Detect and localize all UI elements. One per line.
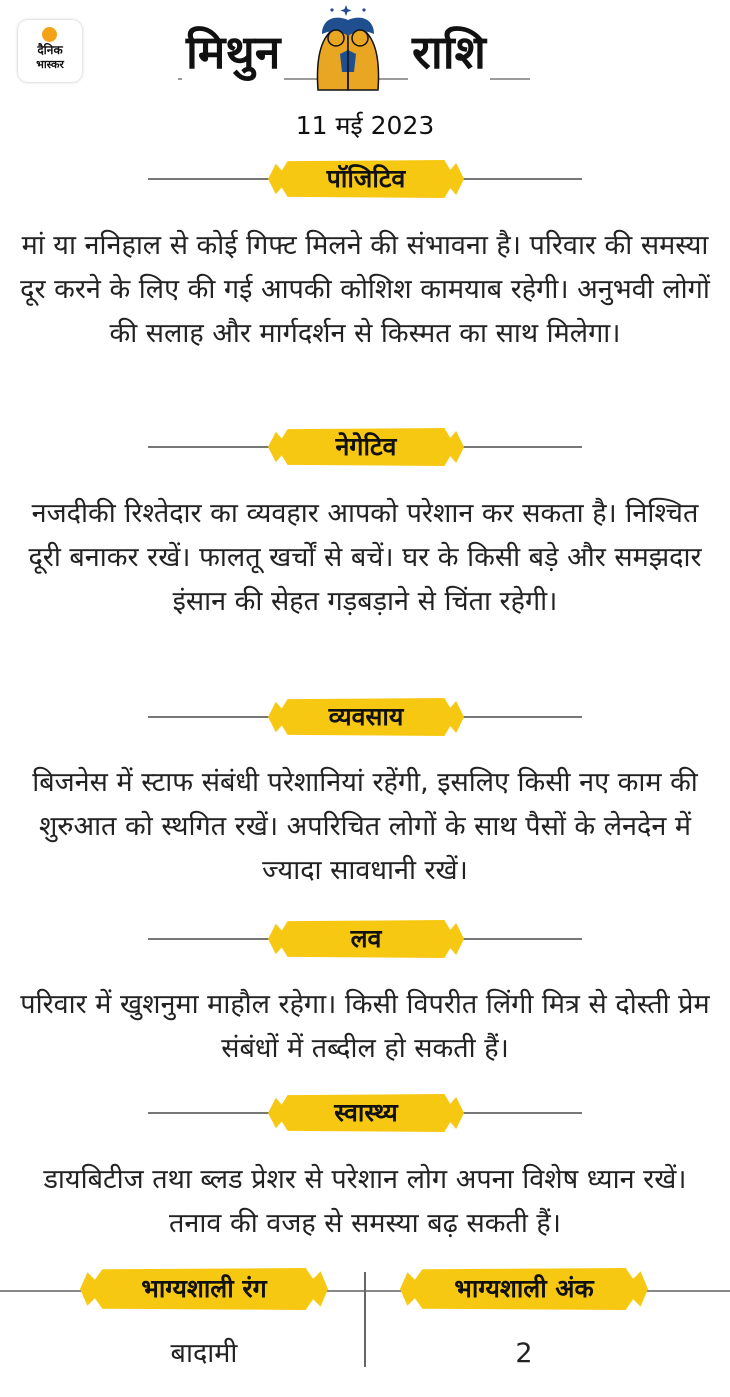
section-label: लव	[350, 924, 382, 953]
section-label: स्वास्थ्य	[334, 1098, 398, 1127]
brand-logo[interactable]	[18, 20, 82, 82]
page-title-sign: मिथुन	[182, 22, 284, 82]
section-text-health: डायबिटीज तथा ब्लड प्रेशर से परेशान लोग अपना विशेष ध्यान रखें। तनाव की वजह से समस्या बढ़ सकती हैं।	[43, 1164, 687, 1239]
section-header-health	[0, 1091, 730, 1135]
section-header-love	[0, 917, 730, 961]
lucky-number-label: भाग्यशाली अंक	[454, 1274, 594, 1303]
section-header-business	[0, 695, 730, 739]
section-text-negative: नजदीकी रिश्तेदार का व्यवहार आपको परेशान कर सकता है। निश्चित दूरी बनाकर रखें। फालतू खर्चों से बचें। घर के किसी बड़े और समझदार इंसान की सेहत गड़बड़ाने से चिंता रहेगी।	[28, 498, 702, 617]
horoscope-date: 11 मई 2023	[295, 111, 435, 140]
section-text-positive: मां या ननिहाल से कोई गिफ्ट मिलने की संभावना है। परिवार की समस्या दूर करने के लिए की गई आपकी कोशिश कामयाब रहेगी। अनुभवी लोगों की सलाह और मार्गदर्शन से किस्मत का साथ मिलेगा।	[20, 230, 710, 349]
section-label: व्यवसाय	[328, 702, 404, 731]
section-text-business: बिजनेस में स्टाफ संबंधी परेशानियां रहेंगी, इसलिए किसी नए काम की शुरुआत को स्थगित रखें। अपरिचित लोगों के साथ पैसों के लेनदेन में ज्यादा सावधानी रखें।	[32, 767, 698, 886]
logo-sun-icon	[42, 27, 57, 42]
logo-line-1: दैनिक	[37, 43, 63, 57]
section-header-positive	[0, 157, 730, 201]
section-header-negative	[0, 425, 730, 469]
lucky-column-divider	[364, 1272, 366, 1367]
section-label: पॉजिटिव	[326, 164, 406, 193]
page-title-rashi: राशि	[408, 22, 490, 82]
lucky-color-label: भाग्यशाली रंग	[141, 1274, 267, 1303]
lucky-color-value: बादामी	[170, 1338, 238, 1369]
section-label: नेगेटिव	[335, 432, 397, 461]
section-text-love: परिवार में खुशनुमा माहौल रहेगा। किसी विपरीत लिंगी मित्र से दोस्ती प्रेम संबंधों में तब्दील हो सकती हैं।	[20, 989, 710, 1064]
gemini-twins-icon	[310, 2, 386, 98]
logo-line-2: भास्कर	[36, 58, 64, 71]
lucky-number-value: 2	[515, 1338, 533, 1369]
